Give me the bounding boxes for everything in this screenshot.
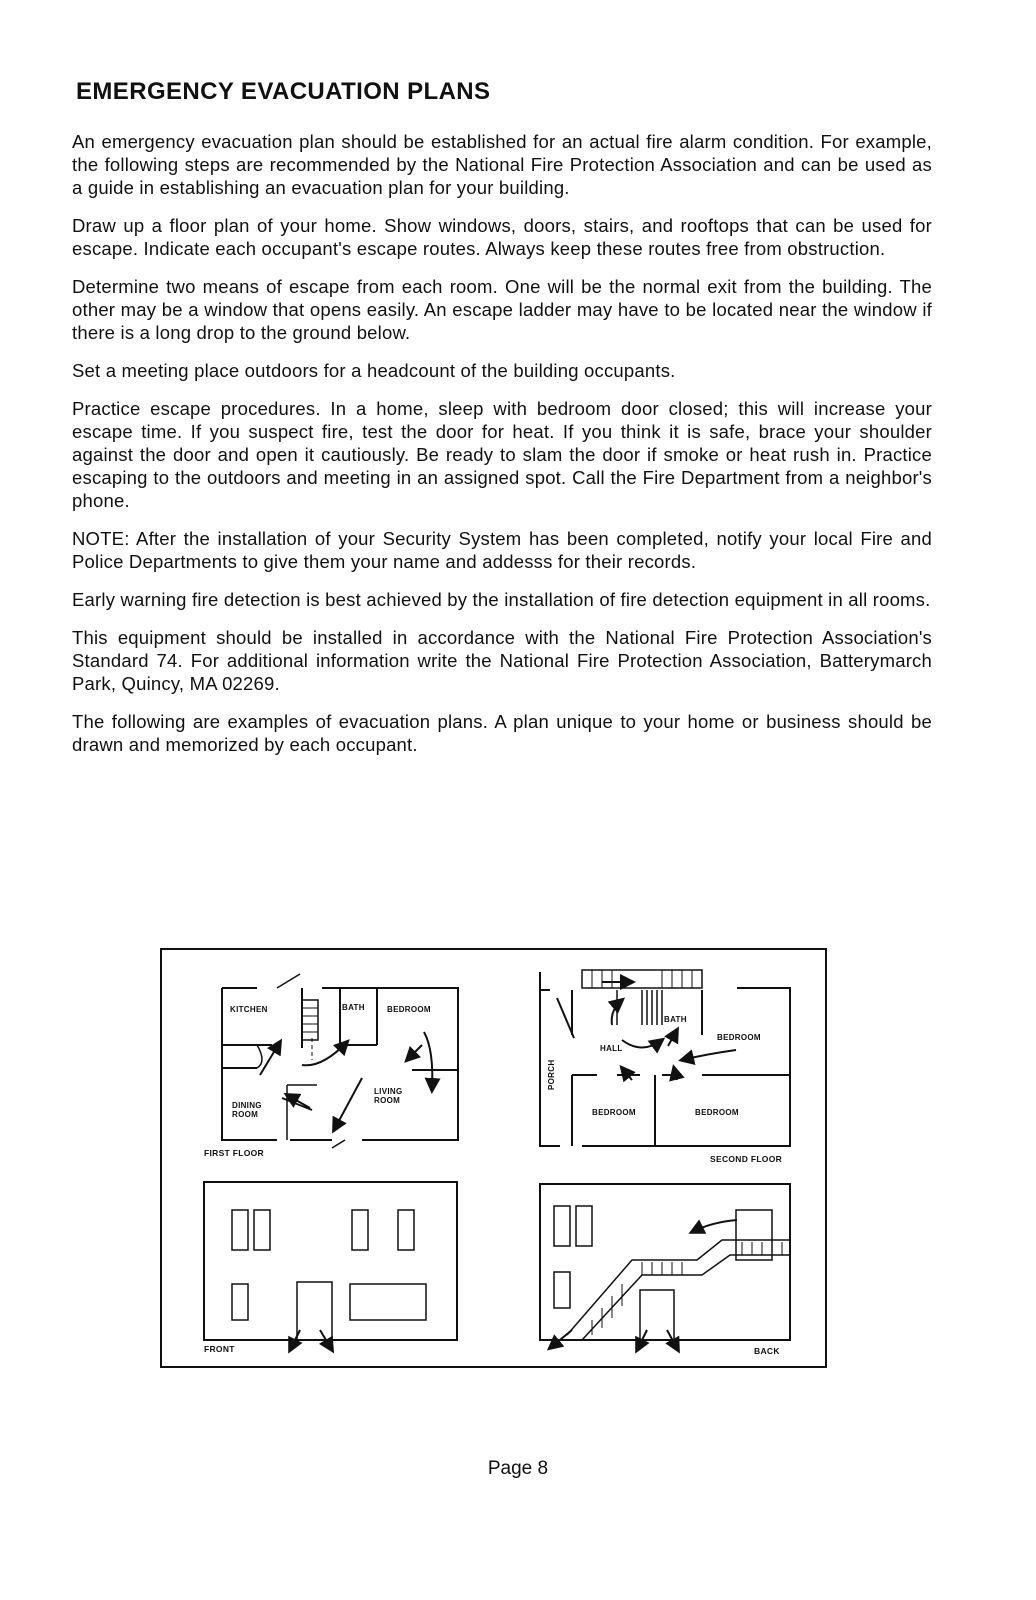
label-bath-2: BATH [664,1015,687,1024]
first-floor-plan [222,974,458,1148]
back-elevation [540,1184,790,1340]
paragraph-floor-plan: Draw up a floor plan of your home. Show windows, doors, stairs, and rooftops that can be used for escape. Indicate each occupant's escape routes. Always keep these routes free from obstruction. [72,215,932,259]
label-living-room: ROOM [374,1096,401,1105]
label-bedroom-bottom-right: BEDROOM [695,1108,739,1117]
first-floor-escape-arrows [260,1032,432,1130]
back-escape-arrows [550,1220,737,1350]
label-bedroom-right: BEDROOM [717,1033,761,1042]
page-title: EMERGENCY EVACUATION PLANS [76,78,491,105]
paragraph-note: NOTE: After the installation of your Security System has been completed, notify your local Fire and Police Departments to give them your name and addesss for their records. [72,528,932,572]
evacuation-plan-figure [160,948,827,1368]
paragraph-meeting-place: Set a meeting place outdoors for a headcount of the building occupants. [72,360,676,381]
paragraph-intro: An emergency evacuation plan should be established for an actual fire alarm condition. For example, the following steps are recommended by the National Fire Protection Association and can be used as a guide in establishing an evacuation plan for your building. [72,131,932,198]
second-floor-plan [540,970,790,1146]
label-bedroom: BEDROOM [387,1005,431,1014]
page-number: Page 8 [487,1458,549,1479]
body-text [72,130,932,771]
label-dining-room: ROOM [232,1110,259,1119]
label-hall: HALL [600,1044,623,1053]
front-elevation [204,1182,457,1340]
caption-front: FRONT [204,1344,235,1354]
second-floor-labels [547,1015,782,1164]
caption-back: BACK [754,1346,780,1356]
caption-second-floor: SECOND FLOOR [710,1154,783,1164]
paragraph-early-warning: Early warning fire detection is best achieved by the installation of fire detection equipment in all rooms. [72,589,931,610]
label-bedroom-bottom-left: BEDROOM [592,1108,636,1117]
label-dining: DINING [232,1101,262,1110]
paragraph-standard-74: This equipment should be installed in accordance with the National Fire Protection Association's Standard 74. For additional information write the National Fire Protection Association, Batterymarch Park, Quincy, MA 02269. [72,627,932,694]
paragraph-practice: Practice escape procedures. In a home, sleep with bedroom door closed; this will increase your escape time. If you suspect fire, test the door for heat. If you think it is safe, brace your shoulder against the door and open it cautiously. Be ready to slam the door if smoke or heat rush in. Practice escaping to the outdoors and meeting in an assigned spot. Call the Fire Department from a neighbor's phone. [72,398,932,511]
label-living: LIVING [374,1087,403,1096]
label-kitchen: KITCHEN [230,1005,268,1014]
label-bath: BATH [342,1003,365,1012]
caption-first-floor: FIRST FLOOR [204,1148,264,1158]
paragraph-two-means: Determine two means of escape from each room. One will be the normal exit from the building. The other may be a window that opens easily. An escape ladder may have to be located near the window if there is a long drop to the ground below. [72,276,932,343]
evacuation-plan-drawings [162,950,825,1366]
label-porch: PORCH [547,1059,556,1090]
paragraph-examples: The following are examples of evacuation plans. A plan unique to your home or business should be drawn and memorized by each occupant. [72,711,932,755]
